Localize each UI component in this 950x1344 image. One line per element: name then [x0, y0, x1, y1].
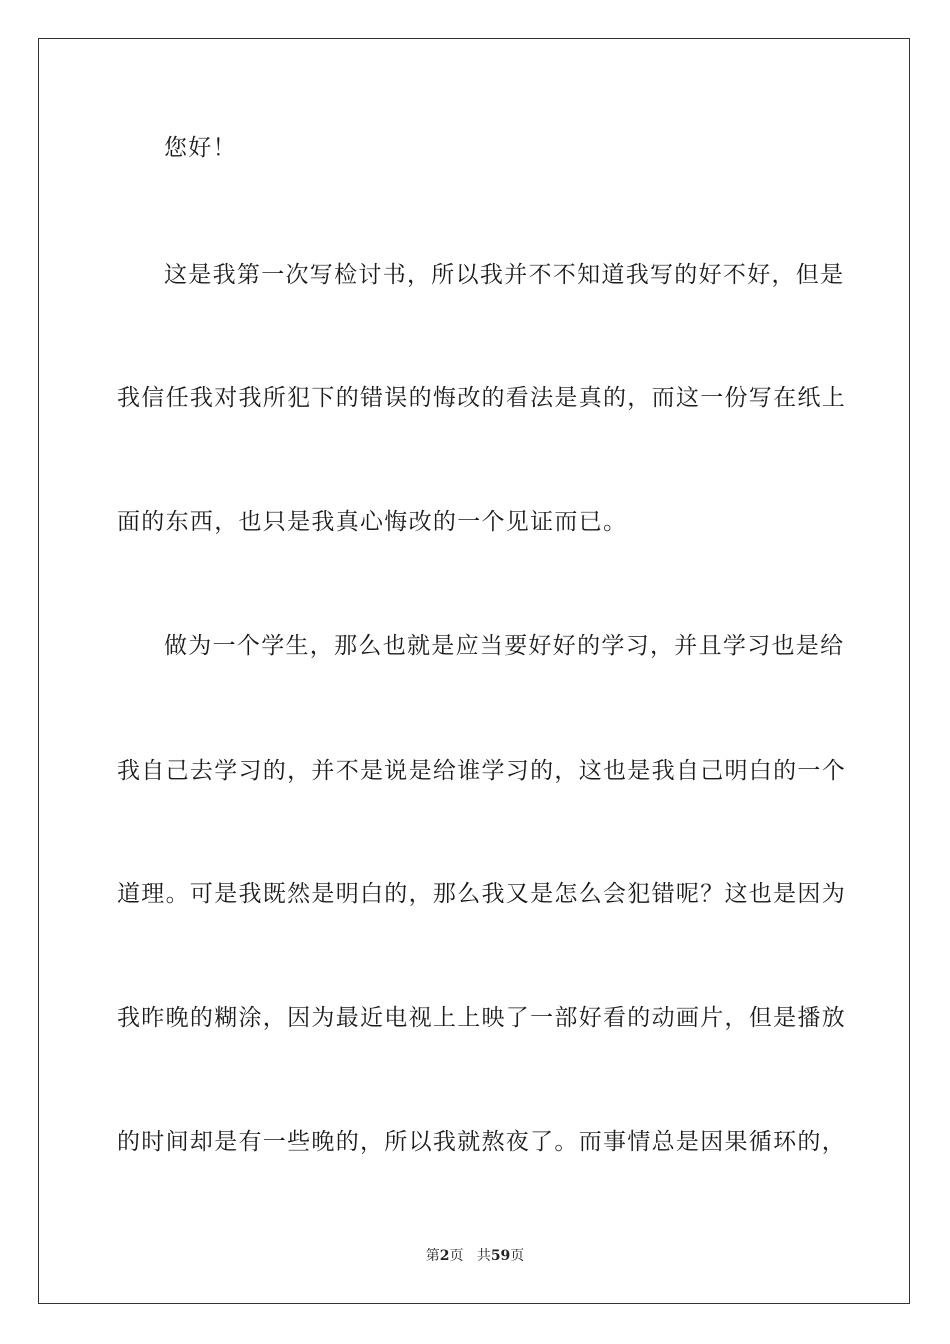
paragraph-line: 道理。可是我既然是明白的，那么我又是怎么会犯错呢？这也是因为 [117, 881, 846, 907]
footer-page-number: 2 [439, 1248, 450, 1264]
paragraph-line: 的时间却是有一些晚的，所以我就熬夜了。而事情总是因果循环的， [117, 1129, 846, 1155]
paragraph-line: 做为一个学生，那么也就是应当要好好的学习，并且学习也是给 [164, 633, 845, 659]
paragraph-line: 我自己去学习的，并不是说是给谁学习的，这也是我自己明白的一个 [117, 758, 846, 784]
footer-total-pages: 59 [490, 1248, 511, 1264]
paragraph-line: 这是我第一次写检讨书，所以我并不不知道我写的好不好，但是 [164, 262, 845, 288]
footer-total-label: 页 [510, 1248, 525, 1264]
paragraph-line: 面的东西，也只是我真心悔改的一个见证而已。 [117, 509, 628, 535]
footer-prefix: 第 [425, 1248, 440, 1264]
footer-total-prefix: 共 [476, 1248, 491, 1264]
paragraph-line: 我信任我对我所犯下的错误的悔改的看法是真的，而这一份写在纸上 [117, 385, 846, 411]
footer-page-label: 页 [449, 1248, 464, 1264]
paragraph-line: 我昨晚的糊涂，因为最近电视上上映了一部好看的动画片，但是播放 [117, 1005, 846, 1031]
greeting: 您好！ [164, 135, 237, 161]
page-border [38, 38, 910, 1304]
page-footer [0, 1247, 950, 1265]
